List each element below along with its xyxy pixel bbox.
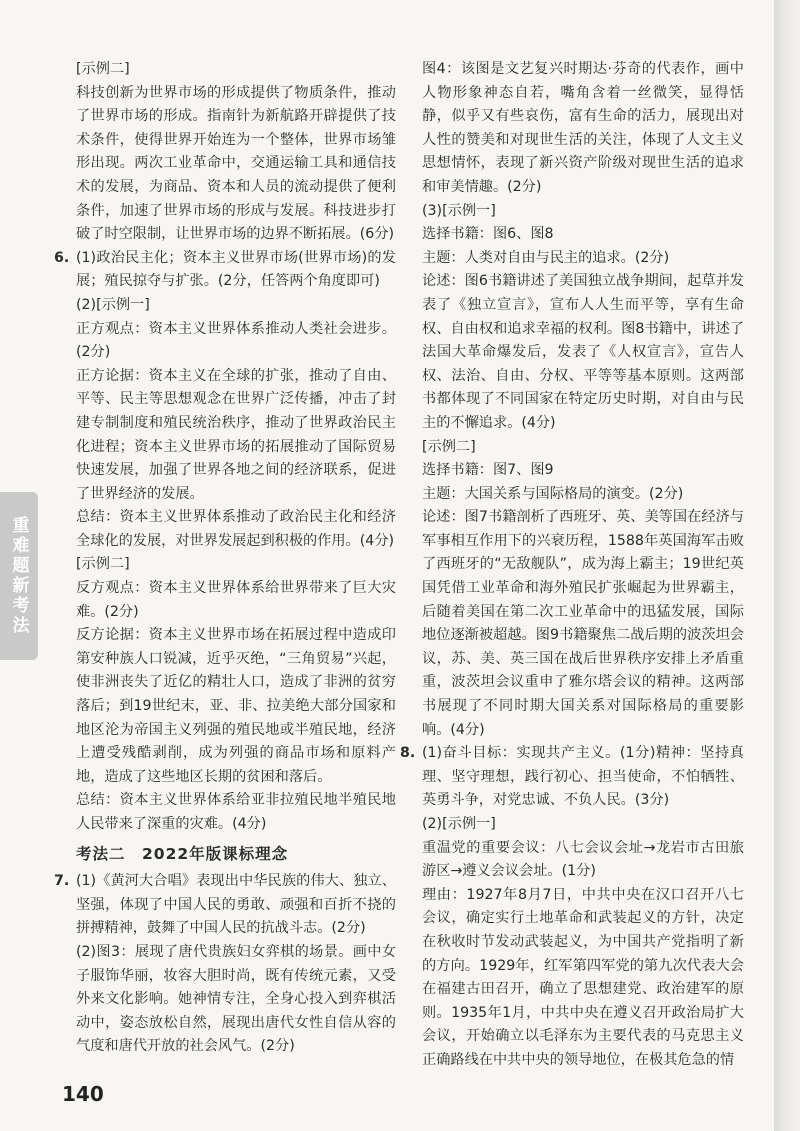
paragraph: 论述：图6书籍讲述了美国独立战争期间，起草并发表了《独立宣言》，宣布人人生而平等，享有生命权、自由权和追求幸福的权利。图8书籍中，讲述了法国大革命爆发后，发表了《人权宣言》，宣告人权、法治、自由、分权、平等等基本原则。这两部书都体现了不同国家在特定历史时期，对自由与民主的不懈追求。(4分)	[422, 273, 744, 431]
question-number: 6.	[54, 249, 70, 266]
page-edge	[774, 0, 800, 1131]
page-number: 140	[62, 1082, 104, 1106]
paragraph: 图4：该图是文艺复兴时期达·芬奇的代表作，画中人物形象神态自若，嘴角含着一丝微笑，显得恬静，似乎又有些哀伤，富有生命的活力，展现出对人性的赞美和对现世生活的关注，体现了人文主义思想情怀，表现了新兴资产阶级对现世生活的追求和审美情趣。(2分)	[422, 61, 744, 195]
paragraph: 主题：人类对自由与民主的追求。(2分)	[422, 249, 670, 266]
side-tab	[0, 492, 38, 660]
paragraph: 反方论据：资本主义世界市场在拓展过程中造成印第安种族人口锐减，近乎灭绝，“三角贸易”兴起，使非洲丧失了近亿的精壮人口，造成了非洲的贫穷落后；到19世纪末，亚、非、拉美绝大部分国家和地区沦为帝国主义列强的殖民地或半殖民地，经济上遭受残酷剥削，成为列强的商品市场和原料产地，造成了这些地区长期的贫困和落后。	[76, 627, 396, 785]
side-tab-label: 重难题新考法	[8, 516, 29, 636]
example-label: [示例二]	[76, 556, 130, 573]
question-6-part-1	[54, 247, 396, 294]
paragraph: 选择书籍：图6、图8	[422, 226, 554, 243]
question-number: 7.	[54, 873, 70, 890]
paragraph: 总结：资本主义世界体系给亚非拉殖民地半殖民地人民带来了深重的灾难。(4分)	[76, 792, 396, 832]
paragraph: 总结：资本主义世界体系推动了政治民主化和经济全球化的发展，对世界发展起到积极的作用。(4分)	[76, 509, 396, 549]
question-7-part-1	[54, 870, 396, 941]
paragraph-text: (1)政治民主化；资本主义世界市场(世界市场)的发展；殖民掠夺与扩张。(2分，任答两个角度即可)	[76, 249, 396, 290]
paragraph: 正方观点：资本主义世界体系推动人类社会进步。(2分)	[76, 320, 396, 361]
example-label: [示例二]	[422, 438, 476, 455]
right-column	[400, 58, 744, 1073]
example-label: (3)[示例一]	[422, 202, 496, 219]
example-label: (2)[示例一]	[422, 816, 496, 832]
paragraph: 主题：大国关系与国际格局的演变。(2分)	[422, 485, 684, 502]
paragraph: 理由：1927年8月7日，中共中央在汉口召开八七会议，确定实行土地革命和武装起义的方针，决定在秋收时节发动武装起义，为中国共产党指明了新的方向。1929年，红军第四军党的第九次代表大会在福建古田召开，确立了思想建党、政治建军的原则。1935年1月，中共中央在遵义召开政治局扩大会议，开始确立以毛泽东为主要代表的马克思主义正确路线在中共中央的领导地位，在极其危急的情	[422, 886, 744, 1068]
paragraph: 重温党的重要会议：八七会议会址→龙岩市古田旅游区→遵义会议会址。(1分)	[422, 839, 744, 880]
paragraph-text: (1)奋斗目标：实现共产主义。(1分)精神：坚持真理、坚守理想，践行初心、担当使命，不怕牺牲、英勇斗争，对党忠诚、不负人民。(3分)	[422, 745, 744, 809]
paragraph: (2)图3：展现了唐代贵族妇女弈棋的场景。画中女子服饰华丽，妆容大胆时尚，既有传统元素，又受外来文化影响。她神情专注，全身心投入到弈棋活动中，姿态放松自然，展现出唐代女性自信从容的气度和唐代开放的社会风气。(2分)	[76, 943, 396, 1055]
question-8-part-1	[400, 742, 744, 813]
section-title: 考法二 2022年版课标理念	[76, 844, 289, 863]
example-label: [示例二]	[76, 61, 130, 77]
question-number: 8.	[400, 745, 416, 762]
paragraph: 正方论据：资本主义在全球的扩张，推动了自由、平等、民主等思想观念在世界广泛传播，冲击了封建专制制度和殖民统治秩序，推动了世界政治民主化进程；资本主义世界市场的拓展推动了国际贸易快速发展，加强了世界各地之间的经济联系，促进了世界经济的发展。	[76, 367, 396, 502]
left-column	[54, 58, 396, 1059]
paragraph: 论述：图7书籍剖析了西班牙、英、美等国在经济与军事相互作用下的兴衰历程，1588年英国海军击败了西班牙的“无敌舰队”，成为海上霸主；19世纪英国凭借工业革命和海外殖民扩张崛起为世界霸主，后随着美国在第二次工业革命中的迅猛发展，国际地位逐渐被超越。图9书籍聚焦二战后期的波茨坦会议，苏、美、英三国在战后世界秩序安排上矛盾重重，波茨坦会议重申了雅尔塔会议的精神。这两部书展现了不同时期大国关系对国际格局的重要影响。(4分)	[422, 509, 744, 738]
paragraph: 选择书籍：图7、图9	[422, 462, 554, 479]
example-label: (2)[示例一]	[76, 296, 150, 313]
paragraph-text: (1)《黄河大合唱》表现出中华民族的伟大、独立、坚强，体现了中国人民的勇敢、顽强和百折不挠的拼搏精神，鼓舞了中国人民的抗战斗志。(2分)	[76, 873, 396, 937]
paragraph: 科技创新为世界市场的形成提供了物质条件，推动了世界市场的形成。指南针为新航路开辟提供了技术条件，使得世界开始连为一个整体，世界市场雏形出现。两次工业革命中，交通运输工具和通信技术的发展，为商品、资本和人员的流动提供了便利条件，加速了世界市场的形成与发展。科技进步打破了时空限制，让世界市场的边界不断拓展。(6分)	[76, 84, 396, 243]
paragraph: 反方观点：资本主义世界体系给世界带来了巨大灾难。(2分)	[76, 580, 396, 620]
